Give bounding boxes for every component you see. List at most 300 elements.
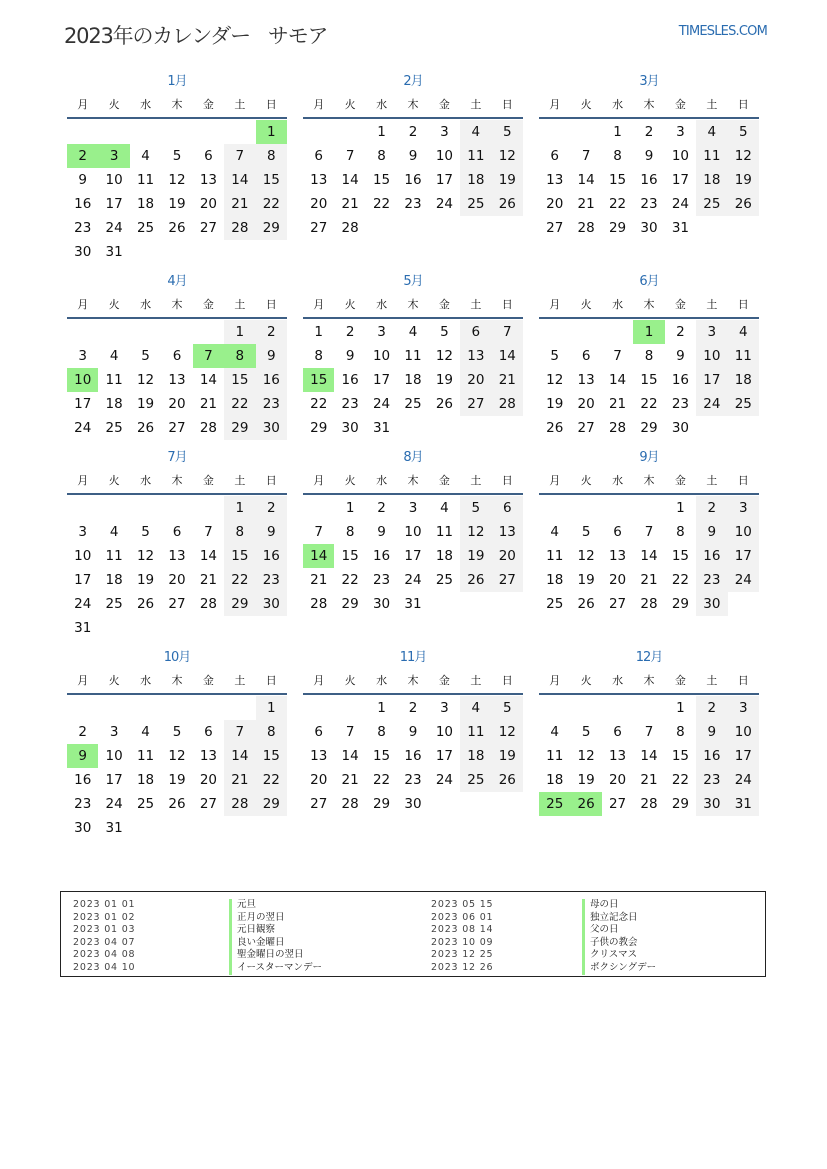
- day-cell: 3: [78, 524, 87, 540]
- weekday-label: 水: [140, 474, 152, 487]
- weekday-label: 土: [234, 474, 246, 487]
- day-cell: 26: [168, 220, 186, 236]
- weekday-label: 水: [140, 674, 152, 687]
- day-cell: 2: [676, 324, 685, 340]
- day-cell: 27: [492, 568, 523, 592]
- day-cell: 25: [728, 392, 759, 416]
- day-cell: 9: [644, 148, 654, 164]
- day-cell: 7: [644, 524, 654, 540]
- day-cell: 8: [377, 724, 386, 740]
- empty-cell: [98, 320, 129, 344]
- empty-cell: [224, 120, 255, 144]
- country-name: サモア: [267, 24, 328, 48]
- day-cell: 22: [341, 572, 359, 588]
- day-cell: 29: [310, 420, 328, 436]
- empty-cell: [602, 496, 633, 520]
- day-grid: [67, 696, 287, 840]
- day-cell: 28: [199, 596, 218, 612]
- day-cell: 11: [435, 524, 454, 540]
- month-name: 8月: [403, 450, 423, 465]
- empty-cell: [193, 320, 224, 344]
- holiday-day-cell: 26: [570, 792, 601, 816]
- day-cell: 22: [256, 192, 287, 216]
- day-cell: 25: [696, 192, 727, 216]
- day-cell: 4: [460, 696, 491, 720]
- empty-cell: [570, 320, 601, 344]
- empty-cell: [570, 496, 601, 520]
- day-cell: 26: [136, 420, 155, 436]
- header-rule: [303, 693, 523, 695]
- empty-cell: [98, 120, 129, 144]
- holiday-day-cell: 9: [67, 744, 98, 768]
- holiday-name: 子供の教会: [582, 937, 656, 950]
- empty-cell: [334, 696, 365, 720]
- day-cell: 12: [168, 748, 186, 764]
- holiday-date: 2023 01 03: [73, 924, 136, 936]
- holiday-name: クリスマス: [582, 949, 656, 962]
- day-cell: 16: [696, 744, 727, 768]
- day-cell: 10: [105, 748, 123, 764]
- empty-cell: [303, 120, 334, 144]
- holiday-day-cell: 7: [193, 344, 224, 368]
- day-cell: 24: [105, 796, 123, 812]
- day-cell: 20: [310, 196, 328, 212]
- day-cell: 18: [696, 168, 727, 192]
- holiday-name: 元日観察: [229, 924, 322, 937]
- day-cell: 31: [404, 596, 422, 612]
- day-cell: 24: [372, 396, 391, 412]
- day-cell: 27: [460, 392, 491, 416]
- day-cell: 3: [440, 700, 449, 716]
- weekday-header: [67, 468, 287, 493]
- day-cell: 1: [613, 124, 622, 140]
- weekday-label: 日: [737, 674, 749, 687]
- day-cell: 13: [608, 548, 627, 564]
- day-cell: 17: [105, 196, 123, 212]
- holiday-name: 父の日: [582, 924, 656, 937]
- day-cell: 15: [671, 748, 690, 764]
- day-cell: 13: [310, 748, 328, 764]
- weekday-label: 金: [438, 298, 450, 311]
- day-cell: 22: [671, 572, 690, 588]
- day-cell: 16: [256, 544, 287, 568]
- weekday-label: 金: [202, 98, 214, 111]
- day-cell: 7: [613, 348, 622, 364]
- holiday-day-cell: 1: [633, 320, 664, 344]
- day-cell: 12: [492, 144, 523, 168]
- day-cell: 20: [199, 196, 218, 212]
- empty-cell: [193, 696, 224, 720]
- day-cell: 3: [728, 696, 759, 720]
- month-block: [539, 72, 759, 264]
- day-cell: 27: [310, 796, 328, 812]
- header-rule: [539, 117, 759, 119]
- day-cell: 4: [696, 120, 727, 144]
- holiday-names-column-1: [229, 899, 322, 975]
- holiday-date: 2023 04 10: [73, 961, 136, 973]
- day-cell: 20: [577, 396, 595, 412]
- day-cell: 7: [581, 148, 591, 164]
- day-cell: 17: [372, 372, 391, 388]
- weekday-label: 火: [580, 674, 592, 687]
- day-cell: 15: [256, 744, 287, 768]
- weekday-label: 火: [344, 298, 356, 311]
- day-cell: 14: [341, 748, 359, 764]
- weekday-label: 火: [344, 474, 356, 487]
- month-name: 9月: [639, 450, 659, 465]
- day-cell: 30: [696, 792, 727, 816]
- weekday-label: 日: [501, 298, 513, 311]
- month-block: [539, 648, 759, 840]
- weekday-label: 月: [313, 474, 325, 487]
- weekday-label: 土: [234, 98, 246, 111]
- empty-cell: [633, 496, 664, 520]
- day-cell: 10: [671, 148, 690, 164]
- holiday-day-cell: 25: [539, 792, 570, 816]
- day-cell: 23: [341, 396, 359, 412]
- holiday-day-cell: 10: [67, 368, 98, 392]
- day-cell: 19: [460, 544, 491, 568]
- weekday-label: 金: [674, 474, 686, 487]
- day-cell: 9: [345, 348, 355, 364]
- day-cell: 9: [696, 720, 727, 744]
- empty-cell: [67, 320, 98, 344]
- day-cell: 15: [224, 368, 255, 392]
- holiday-name: 良い金曜日: [229, 937, 322, 950]
- holiday-date: 2023 05 15: [431, 899, 494, 910]
- weekday-label: 火: [344, 674, 356, 687]
- day-cell: 22: [671, 772, 690, 788]
- day-cell: 23: [671, 396, 690, 412]
- day-cell: 25: [404, 396, 422, 412]
- day-cell: 4: [141, 148, 150, 164]
- day-cell: 26: [546, 420, 564, 436]
- day-cell: 6: [204, 724, 213, 740]
- day-cell: 11: [105, 548, 123, 564]
- day-cell: 31: [74, 620, 92, 636]
- day-cell: 16: [256, 368, 287, 392]
- day-cell: 13: [168, 372, 186, 388]
- day-cell: 15: [224, 544, 255, 568]
- weekday-label: 金: [438, 98, 450, 111]
- holiday-dates-column-1: [73, 899, 135, 975]
- day-cell: 7: [224, 144, 255, 168]
- day-cell: 2: [696, 696, 727, 720]
- day-cell: 5: [440, 324, 449, 340]
- day-cell: 4: [141, 724, 150, 740]
- header-rule: [539, 493, 759, 495]
- header-rule: [539, 693, 759, 695]
- weekday-header: [303, 92, 523, 117]
- weekday-header: [67, 292, 287, 317]
- day-cell: 29: [256, 216, 287, 240]
- day-cell: 14: [640, 548, 658, 564]
- day-cell: 29: [372, 796, 391, 812]
- day-cell: 30: [74, 244, 92, 260]
- day-cell: 23: [640, 196, 658, 212]
- day-cell: 2: [256, 496, 287, 520]
- day-cell: 1: [314, 324, 323, 340]
- holiday-date: 2023 12 25: [431, 949, 494, 961]
- empty-cell: [98, 496, 129, 520]
- day-cell: 7: [345, 724, 355, 740]
- day-cell: 21: [492, 368, 523, 392]
- day-cell: 31: [105, 244, 123, 260]
- day-cell: 6: [460, 320, 491, 344]
- day-cell: 16: [74, 772, 92, 788]
- day-cell: 3: [676, 124, 685, 140]
- day-cell: 9: [676, 348, 685, 364]
- day-cell: 2: [408, 124, 418, 140]
- day-cell: 10: [696, 344, 727, 368]
- day-cell: 14: [199, 372, 218, 388]
- day-cell: 22: [224, 568, 255, 592]
- day-cell: 27: [310, 220, 328, 236]
- holiday-date: 2023 01 02: [73, 911, 136, 923]
- month-name: 3月: [639, 74, 659, 89]
- day-cell: 5: [460, 496, 491, 520]
- day-cell: 31: [372, 420, 391, 436]
- day-cell: 21: [577, 196, 595, 212]
- day-cell: 10: [372, 348, 391, 364]
- header-rule: [303, 493, 523, 495]
- weekday-label: 木: [407, 98, 419, 111]
- day-cell: 15: [256, 168, 287, 192]
- weekday-label: 水: [376, 674, 388, 687]
- day-cell: 1: [676, 500, 685, 516]
- weekday-label: 日: [265, 674, 277, 687]
- day-cell: 13: [199, 748, 218, 764]
- month-block: [303, 272, 523, 440]
- day-cell: 18: [546, 572, 564, 588]
- day-cell: 12: [546, 372, 564, 388]
- day-cell: 12: [136, 372, 155, 388]
- day-cell: 12: [136, 548, 155, 564]
- day-cell: 1: [377, 700, 386, 716]
- weekday-label: 土: [706, 98, 718, 111]
- day-cell: 7: [644, 724, 654, 740]
- month-name: 2月: [403, 74, 423, 89]
- day-cell: 26: [492, 192, 523, 216]
- weekday-label: 金: [202, 474, 214, 487]
- weekday-label: 火: [580, 474, 592, 487]
- day-cell: 10: [728, 720, 759, 744]
- day-cell: 26: [168, 796, 186, 812]
- empty-cell: [539, 696, 570, 720]
- day-cell: 8: [345, 524, 355, 540]
- day-cell: 31: [671, 220, 690, 236]
- day-cell: 25: [460, 768, 491, 792]
- day-cell: 11: [136, 172, 155, 188]
- day-cell: 2: [377, 500, 386, 516]
- month-block: [67, 448, 287, 640]
- day-cell: 13: [310, 172, 328, 188]
- weekday-label: 金: [674, 674, 686, 687]
- empty-cell: [539, 496, 570, 520]
- day-cell: 28: [341, 796, 359, 812]
- day-cell: 24: [696, 392, 727, 416]
- day-cell: 30: [640, 220, 658, 236]
- day-cell: 26: [492, 768, 523, 792]
- day-cell: 27: [608, 796, 627, 812]
- day-cell: 15: [372, 172, 391, 188]
- holiday-date: 2023 04 07: [73, 936, 136, 948]
- weekday-label: 木: [171, 674, 183, 687]
- day-cell: 1: [224, 320, 255, 344]
- day-cell: 28: [224, 792, 255, 816]
- day-cell: 5: [172, 148, 182, 164]
- weekday-label: 日: [265, 474, 277, 487]
- day-cell: 24: [74, 420, 92, 436]
- day-cell: 14: [608, 372, 627, 388]
- holiday-day-cell: 1: [256, 120, 287, 144]
- calendar-title: 2023年のカレンダー: [64, 24, 250, 48]
- empty-cell: [130, 320, 161, 344]
- day-cell: 9: [408, 148, 418, 164]
- day-cell: 5: [550, 348, 559, 364]
- weekday-label: 土: [470, 674, 482, 687]
- day-cell: 20: [199, 772, 218, 788]
- day-cell: 23: [404, 196, 422, 212]
- day-cell: 28: [492, 392, 523, 416]
- day-cell: 2: [78, 724, 87, 740]
- day-cell: 16: [640, 172, 658, 188]
- month-name: 6月: [639, 274, 659, 289]
- day-cell: 15: [372, 748, 391, 764]
- day-cell: 20: [546, 196, 564, 212]
- month-name: 12月: [635, 650, 663, 665]
- day-cell: 24: [728, 768, 759, 792]
- day-cell: 20: [310, 772, 328, 788]
- day-cell: 19: [168, 196, 186, 212]
- day-cell: 22: [608, 196, 627, 212]
- day-cell: 24: [435, 772, 454, 788]
- holiday-name: 聖金曜日の翌日: [229, 949, 322, 962]
- weekday-label: 月: [549, 674, 561, 687]
- day-cell: 6: [613, 524, 622, 540]
- day-cell: 27: [199, 796, 218, 812]
- weekday-label: 火: [108, 298, 120, 311]
- weekday-label: 土: [706, 298, 718, 311]
- day-grid: [539, 120, 759, 240]
- day-cell: 8: [256, 144, 287, 168]
- weekday-label: 木: [643, 98, 655, 111]
- day-cell: 20: [492, 544, 523, 568]
- day-cell: 18: [435, 548, 454, 564]
- month-name: 7月: [167, 450, 187, 465]
- empty-cell: [570, 696, 601, 720]
- day-cell: 6: [492, 496, 523, 520]
- day-cell: 6: [314, 148, 323, 164]
- day-grid: [67, 120, 287, 264]
- day-cell: 3: [377, 324, 386, 340]
- day-cell: 19: [577, 772, 595, 788]
- day-cell: 29: [256, 792, 287, 816]
- day-cell: 24: [74, 596, 92, 612]
- empty-cell: [224, 696, 255, 720]
- day-cell: 8: [377, 148, 386, 164]
- day-cell: 19: [492, 744, 523, 768]
- day-cell: 3: [408, 500, 418, 516]
- month-block: [303, 72, 523, 264]
- empty-cell: [303, 696, 334, 720]
- weekday-label: 月: [77, 298, 89, 311]
- month-block: [303, 448, 523, 640]
- day-cell: 4: [440, 500, 449, 516]
- weekday-label: 金: [674, 298, 686, 311]
- site-brand[interactable]: TIMESLES.COM: [678, 24, 767, 39]
- weekday-label: 土: [470, 98, 482, 111]
- day-cell: 14: [224, 168, 255, 192]
- day-cell: 18: [460, 168, 491, 192]
- weekday-label: 日: [737, 474, 749, 487]
- day-cell: 4: [728, 320, 759, 344]
- day-cell: 14: [492, 344, 523, 368]
- day-cell: 9: [377, 524, 386, 540]
- empty-cell: [98, 696, 129, 720]
- day-cell: 7: [345, 148, 355, 164]
- day-cell: 30: [256, 592, 287, 616]
- day-cell: 18: [105, 396, 123, 412]
- day-cell: 7: [314, 524, 323, 540]
- day-cell: 19: [492, 168, 523, 192]
- day-cell: 25: [546, 596, 564, 612]
- weekday-label: 日: [501, 674, 513, 687]
- day-cell: 9: [696, 520, 727, 544]
- day-cell: 29: [608, 220, 627, 236]
- day-cell: 3: [728, 496, 759, 520]
- day-cell: 13: [577, 372, 595, 388]
- day-cell: 15: [608, 172, 627, 188]
- weekday-header: [539, 92, 759, 117]
- weekday-label: 月: [549, 98, 561, 111]
- day-cell: 29: [640, 420, 658, 436]
- day-cell: 15: [671, 548, 690, 564]
- day-cell: 7: [224, 720, 255, 744]
- weekday-label: 火: [580, 98, 592, 111]
- month-name: 5月: [403, 274, 423, 289]
- empty-cell: [67, 496, 98, 520]
- day-cell: 14: [640, 748, 658, 764]
- holiday-date: 2023 10 09: [431, 936, 494, 948]
- header-rule: [539, 317, 759, 319]
- weekday-label: 土: [234, 674, 246, 687]
- day-cell: 11: [136, 748, 155, 764]
- day-cell: 10: [74, 548, 92, 564]
- day-cell: 6: [581, 348, 591, 364]
- day-cell: 19: [546, 396, 564, 412]
- day-cell: 9: [408, 724, 418, 740]
- day-cell: 21: [640, 572, 658, 588]
- day-cell: 9: [256, 344, 287, 368]
- day-cell: 23: [256, 568, 287, 592]
- weekday-label: 金: [438, 474, 450, 487]
- empty-cell: [130, 496, 161, 520]
- day-grid: [539, 496, 759, 616]
- holiday-dates-column-2: [431, 899, 493, 975]
- day-cell: 14: [577, 172, 595, 188]
- day-cell: 18: [136, 772, 155, 788]
- holiday-name: 元旦: [229, 899, 322, 912]
- day-cell: 11: [404, 348, 422, 364]
- day-cell: 29: [224, 416, 255, 440]
- day-cell: 5: [172, 724, 182, 740]
- day-cell: 16: [372, 548, 391, 564]
- day-cell: 24: [728, 568, 759, 592]
- day-cell: 15: [640, 372, 658, 388]
- day-cell: 17: [696, 368, 727, 392]
- weekday-label: 水: [612, 98, 624, 111]
